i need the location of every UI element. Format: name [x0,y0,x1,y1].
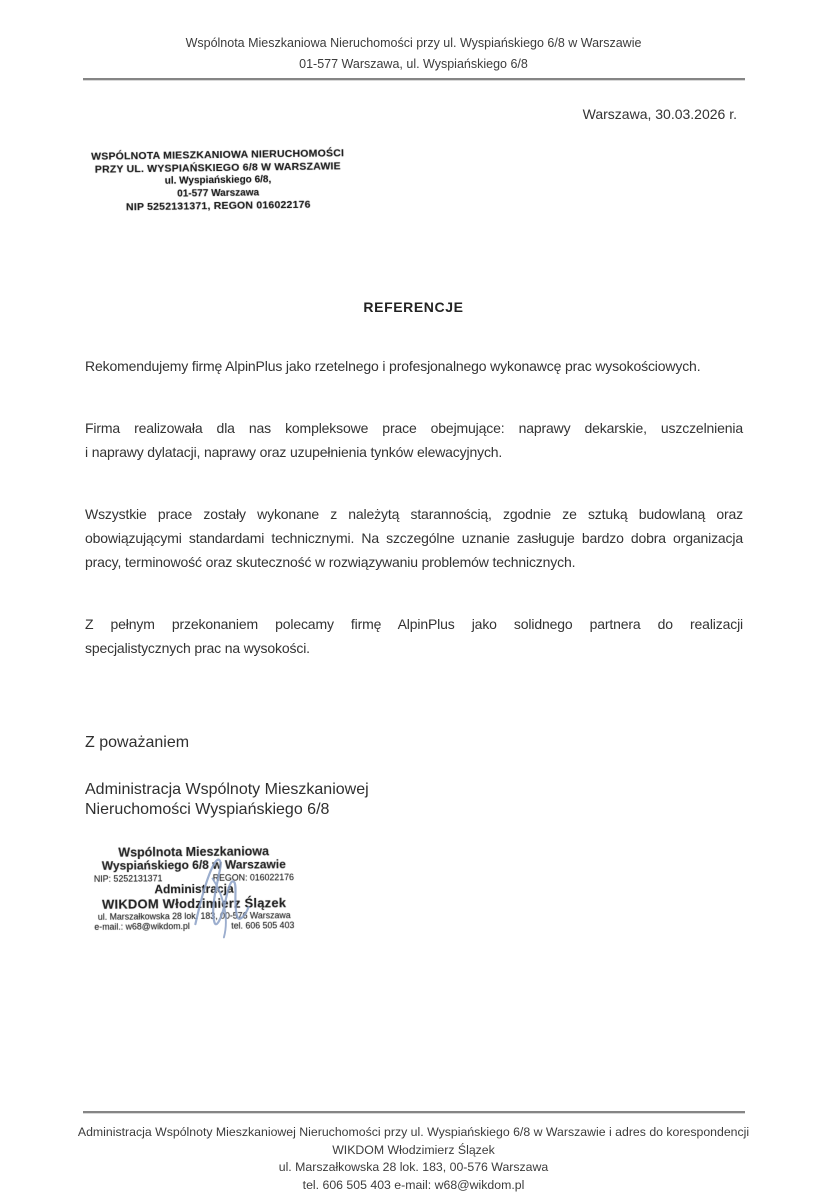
stamp-bottom-line-5: WIKDOM Włodzimierz Ślązek [101,894,287,912]
company-stamp-top [84,147,353,215]
stamp-top-line-3: ul. Wyspiańskiego 6/8, [164,174,272,187]
letterhead-header [0,33,827,75]
letter-footer [55,1124,772,1194]
letter-title: REFERENCJE [363,299,464,315]
closing-signoff-line-1: Administracja Wspólnoty Mieszkaniowej [85,781,369,798]
stamp-top-line-2: PRZY UL. WYSPIAŃSKIEGO 6/8 W WARSZAWIE [94,160,341,176]
paragraph-4 [85,612,743,660]
paragraph-line: i naprawy dylatacji, naprawy oraz uzupełnienia tynków elewacyjnych. [85,444,503,460]
paragraph-line: specjalistycznych prac na wysokości. [85,640,310,656]
footer-line-2: WIKDOM Włodzimierz Ślązek [332,1142,495,1157]
closing-salutation: Z poważaniem [85,734,190,751]
paragraph-line: obowiązującymi standardami technicznymi. Na szczególne uznanie zasługuje bardzo dobra organizacja [85,530,743,546]
letterhead-line-2: 01-577 Warszawa, ul. Wyspiańskiego 6/8 [299,57,528,71]
stamp-bottom-regon: REGON: 016022176 [212,871,294,883]
stamp-top-line-4: 01-577 Warszawa [177,186,260,200]
footer-line-1: Administracja Wspólnoty Mieszkaniowej Nieruchomości przy ul. Wyspiańskiego 6/8 w Warszawie i adres do korespondencji [77,1125,750,1139]
letter-date: Warszawa, 30.03.2026 r. [582,106,737,122]
paragraph-line: Rekomendujemy firmę AlpinPlus jako rzetelnego i profesjonalnego wykonawcę prac wysokościowych. [85,358,701,374]
footer-line-3: ul. Marszałkowska 28 lok. 183, 00-576 Warszawa [278,1160,549,1174]
paragraph-line: Wszystkie prace zostały wykonane z należytą starannością, zgodnie ze sztuką budowlaną oraz [85,506,743,522]
footer-line-4: tel. 606 505 403 e-mail: w68@wikdom.pl [302,1177,525,1192]
stamp-bottom-line-6: ul. Marszałkowska 28 lok. 183, 00-576 Warszawa [97,909,291,922]
stamp-bottom-tel: tel. 606 505 403 [231,920,295,931]
letterhead-rule [83,78,745,81]
paragraph-1 [85,354,743,378]
closing-signoff-line-2: Nieruchomości Wyspiańskiego 6/8 [85,801,330,818]
stamp-bottom-line-1: Wspólnota Mieszkaniowa [118,844,270,860]
paragraph-line: Firma realizowała dla nas kompleksowe prace obejmujące: naprawy dekarskie, uszczelnienia [85,420,743,436]
signature-scribble-icon [172,850,272,945]
paragraph-line: Z pełnym przekonaniem polecamy firmę AlpinPlus jako solidnego partnera do realizacji [85,616,743,632]
stamp-bottom-line-2: Wyspiańskiego 6/8 w Warszawie [101,857,286,873]
footer-rule [83,1111,745,1114]
stamp-bottom-email: e-mail.: w68@wikdom.pl [94,921,190,932]
stamp-top-line-1: WSPÓLNOTA MIESZKANIOWA NIERUCHOMOŚCI [91,147,345,163]
closing-signoff [85,780,369,820]
stamp-top-line-5: NIP 5252131371, REGON 016022176 [125,198,311,214]
paragraph-2 [85,416,743,464]
letter-body [85,354,743,698]
letterhead-line-1: Wspólnota Mieszkaniowa Nieruchomości przy ul. Wyspiańskiego 6/8 w Warszawie [185,36,642,50]
stamp-bottom-nip: NIP: 5252131371 [93,872,163,884]
stamp-bottom-line-4: Administracja [154,881,234,897]
paragraph-line: pracy, terminowość oraz skuteczność w rozwiązywaniu problemów technicznych. [85,554,576,570]
paragraph-3 [85,502,743,574]
